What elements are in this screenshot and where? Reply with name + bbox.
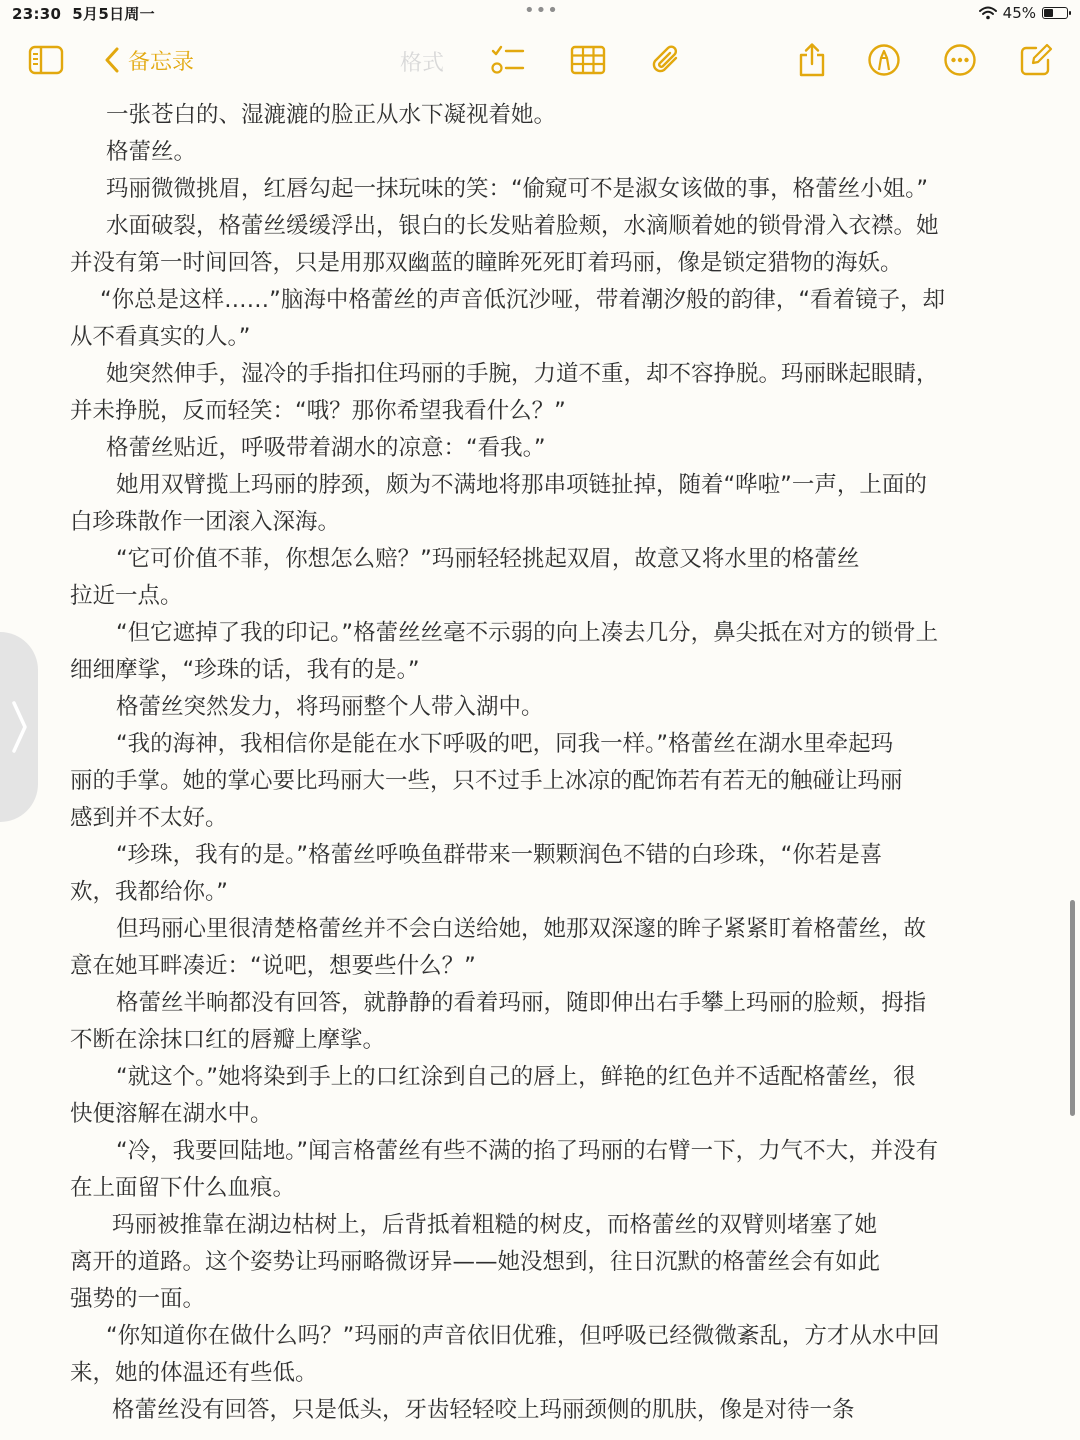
note-paragraph — [70, 282, 1015, 356]
note-paragraph — [70, 837, 1015, 911]
scroll-indicator[interactable] — [1070, 900, 1075, 1116]
note-paragraph — [70, 208, 1015, 282]
markup-pen-icon — [867, 43, 901, 77]
note-line: 丽的手掌。她的掌心要比玛丽大一些，只不过手上冰凉的配饰若有若无的触碰让玛丽 — [70, 768, 903, 794]
note-paragraph — [70, 689, 1015, 726]
note-line: 但玛丽心里很清楚格蕾丝并不会白送给她，她那双深邃的眸子紧紧盯着格蕾丝，故 — [116, 916, 927, 942]
note-line: “冷，我要回陆地。”闻言格蕾丝有些不满的掐了玛丽的右臂一下，力气不大，并没有 — [116, 1138, 939, 1164]
table-button[interactable] — [568, 40, 608, 80]
status-bar — [0, 0, 1080, 28]
note-line: 她用双臂揽上玛丽的脖颈，颇为不满地将那串项链扯掉，随着“哗啦”一声，上面的 — [116, 472, 927, 498]
chevron-left-icon — [104, 47, 120, 73]
status-date: 5月5日周一 — [72, 5, 155, 23]
note-line: “就这个。”她将染到手上的口红涂到自己的唇上，鲜艳的红色并不适配格蕾丝，很 — [116, 1064, 916, 1090]
back-button[interactable] — [104, 42, 194, 78]
attachment-button[interactable] — [646, 40, 686, 80]
battery-percent: 45% — [1002, 4, 1036, 22]
note-line: 玛丽微微挑眉，红唇勾起一抹玩味的笑：“偷窥可不是淑女该做的事，格蕾丝小姐。” — [106, 176, 929, 202]
note-line: 并没有第一时间回答，只是用那双幽蓝的瞳眸死死盯着玛丽，像是锁定猎物的海妖。 — [70, 250, 903, 276]
note-line: 格蕾丝贴近，呼吸带着湖水的凉意：“看我。” — [106, 435, 546, 461]
notes-toolbar — [0, 28, 1080, 92]
compose-icon — [1019, 43, 1053, 77]
note-line: 欢，我都给你。” — [70, 879, 228, 905]
status-time-date — [12, 3, 155, 24]
chevron-right-icon — [10, 697, 30, 757]
table-icon — [570, 45, 606, 75]
note-paragraph — [70, 615, 1015, 689]
checklist-button[interactable] — [488, 40, 528, 80]
note-line: 强势的一面。 — [70, 1286, 206, 1312]
note-line: 玛丽被推靠在湖边枯树上，后背抵着粗糙的树皮，而格蕾丝的双臂则堵塞了她 — [112, 1212, 878, 1238]
status-indicators — [979, 4, 1068, 22]
note-line: 水面破裂，格蕾丝缓缓浮出，银白的长发贴着脸颊，水滴顺着她的锁骨滑入衣襟。她 — [106, 213, 939, 239]
note-paragraph — [70, 1207, 1015, 1318]
note-paragraph — [70, 134, 1015, 171]
markup-button[interactable] — [864, 40, 904, 80]
battery-level-fill — [1044, 9, 1053, 17]
note-line: “你总是这样……”脑海中格蕾丝的声音低沉沙哑，带着潮汐般的韵律，“看着镜子，却 — [100, 287, 945, 313]
status-time: 23:30 — [12, 5, 62, 23]
wifi-icon — [979, 6, 997, 20]
format-button[interactable]: 格式 — [400, 51, 445, 76]
note-paragraph — [70, 171, 1015, 208]
note-paragraph — [70, 541, 1015, 615]
note-line: “但它遮掉了我的印记。”格蕾丝丝毫不示弱的向上凑去几分，鼻尖抵在对方的锁骨上 — [116, 620, 939, 646]
battery-icon — [1042, 7, 1068, 19]
checklist-icon — [490, 44, 526, 76]
note-paragraph — [70, 97, 1015, 134]
note-paragraph — [70, 1133, 1015, 1207]
note-paragraph — [70, 911, 1015, 985]
share-button[interactable] — [792, 40, 832, 80]
note-paragraph — [70, 1392, 1015, 1429]
note-line: 不断在涂抹口红的唇瓣上摩挲。 — [70, 1027, 386, 1053]
note-line: 格蕾丝没有回答，只是低头，牙齿轻轻咬上玛丽颈侧的肌肤，像是对待一条 — [112, 1397, 855, 1423]
note-line: 一张苍白的、湿漉漉的脸正从水下凝视着她。 — [106, 102, 557, 128]
note-paragraph — [70, 430, 1015, 467]
note-line: 拉近一点。 — [70, 583, 183, 609]
note-line: 意在她耳畔凑近：“说吧，想要些什么？” — [70, 953, 476, 979]
note-line: “你知道你在做什么吗？”玛丽的声音依旧优雅，但呼吸已经微微紊乱，方才从水中回 — [106, 1323, 940, 1349]
more-button[interactable] — [940, 40, 980, 80]
note-paragraph — [70, 356, 1015, 430]
note-line: 快便溶解在湖水中。 — [70, 1101, 273, 1127]
note-line: 细细摩挲，“珍珠的话，我有的是。” — [70, 657, 420, 683]
note-line: 白珍珠散作一团滚入深海。 — [70, 509, 341, 535]
sidebar-toggle-button[interactable] — [26, 40, 66, 80]
note-paragraph — [70, 1318, 1015, 1392]
note-line: 离开的道路。这个姿势让玛丽略微讶异——她没想到，往日沉默的格蕾丝会有如此 — [70, 1249, 881, 1275]
note-line: 在上面留下什么血痕。 — [70, 1175, 296, 1201]
note-line: 感到并不太好。 — [70, 805, 228, 831]
note-line: 来，她的体温还有些低。 — [70, 1360, 318, 1386]
slide-over-handle[interactable] — [0, 632, 38, 822]
note-line: “珍珠，我有的是。”格蕾丝呼唤鱼群带来一颗颗润色不错的白珍珠，“你若是喜 — [116, 842, 883, 868]
note-line: 并未挣脱，反而轻笑：“哦？那你希望我看什么？” — [70, 398, 566, 424]
note-line: “它可价值不菲，你想怎么赔？”玛丽轻轻挑起双眉，故意又将水里的格蕾丝 — [116, 546, 860, 572]
paperclip-icon — [650, 43, 682, 77]
note-line: “我的海神，我相信你是能在水下呼吸的吧，同我一样。”格蕾丝在湖水里牵起玛 — [116, 731, 894, 757]
note-line: 格蕾丝突然发力，将玛丽整个人带入湖中。 — [116, 694, 544, 720]
note-paragraph — [70, 726, 1015, 837]
compose-button[interactable] — [1016, 40, 1056, 80]
note-paragraph — [70, 467, 1015, 541]
more-icon — [943, 43, 977, 77]
note-line: 从不看真实的人。” — [70, 324, 251, 350]
multitasking-dots-icon[interactable]: ••• — [524, 0, 559, 21]
note-body[interactable] — [0, 92, 1080, 1440]
note-line: 她突然伸手，湿冷的手指扣住玛丽的手腕，力道不重，却不容挣脱。玛丽眯起眼睛， — [106, 361, 939, 387]
note-line: 格蕾丝半晌都没有回答，就静静的看着玛丽，随即伸出右手攀上玛丽的脸颊，拇指 — [116, 990, 927, 1016]
note-paragraph — [70, 1059, 1015, 1133]
note-paragraph — [70, 985, 1015, 1059]
share-icon — [796, 42, 828, 78]
back-button-label: 备忘录 — [128, 49, 195, 75]
sidebar-icon — [28, 45, 64, 75]
note-line: 格蕾丝。 — [106, 139, 197, 165]
